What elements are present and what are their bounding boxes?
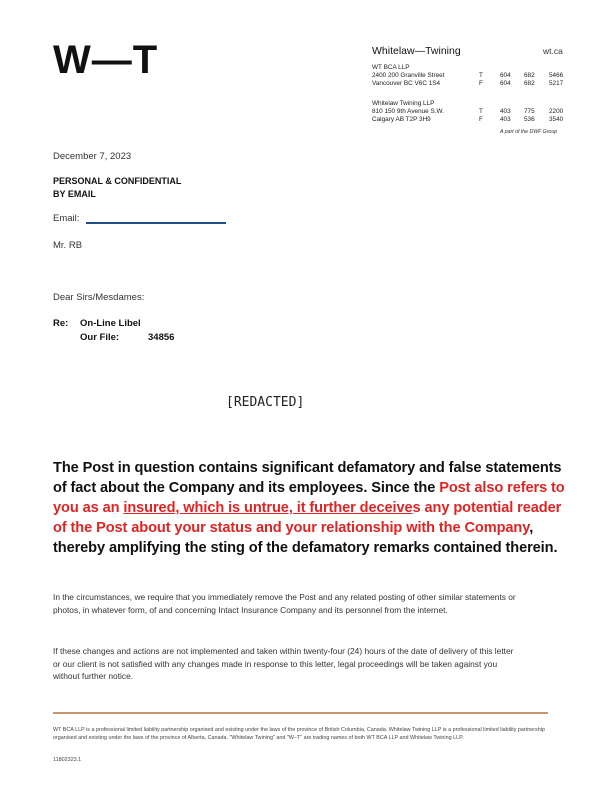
emphasis-text: , thereby amplifying the sting of the defamatory remarks contained therein.: [53, 520, 558, 556]
footer-divider: [53, 712, 548, 714]
firm-brand-name: Whitelaw—Twining: [372, 45, 461, 57]
office-fax-row: Calgary AB T2P 3H9 F 403 536 3540: [372, 116, 564, 124]
re-block: [53, 317, 174, 345]
office-name: WT BCA LLP: [372, 64, 410, 71]
office-phone-row: 810 150 9th Avenue S.W. T 403 775 2200: [372, 108, 564, 116]
body-paragraph-removal: In the circumstances, we require that you immediately remove the Post and any related posting of other similar statements or photos, in whatever form, of and concerning Intact Insurance Company and its personnel from the internet.: [53, 592, 516, 615]
emphasis-red-text: s any potential reader of the Post about your status and your relationship with the Company: [53, 500, 562, 536]
office-calgary: [372, 100, 569, 125]
office-name: Whitelaw Twining LLP: [372, 100, 435, 107]
our-file-number: 34856: [148, 332, 175, 343]
emphasis-paragraph: [53, 458, 573, 558]
emphasis-text: The Post in question contains significant defamatory and false statements of fact about the Company and its employees. Since the: [53, 460, 562, 496]
salutation: Dear Sirs/Mesdames:: [53, 292, 145, 303]
letter-date: December 7, 2023: [53, 151, 132, 162]
emphasis-red-text: Post also refers to you as an: [53, 480, 565, 516]
firm-website[interactable]: wt.ca: [543, 46, 563, 56]
redacted-marker: [REDACTED]: [226, 395, 305, 410]
delivery-method: BY EMAIL: [53, 189, 96, 199]
office-vancouver: [372, 64, 569, 89]
re-subject: On-Line Libel: [80, 318, 141, 329]
footer-legal-text: WT BCA LLP is a professional limited liability partnership organised and existing under the laws of the province of British Columbia, Canada. Whitelaw Twining LLP is a professional limited liability partnership organised and existing under the laws of the province of Alberta, Canada. "Whitelaw Twining" and "W–T" are trading names of both WT BCA LLP and Whitelaw Twining LLP.: [53, 727, 545, 741]
re-label: Re:: [53, 318, 69, 329]
our-file-label: Our File:: [80, 332, 120, 343]
firm-logo: W—T: [53, 38, 159, 82]
document-number: 11802323.1: [53, 757, 82, 763]
office-phone-row: 2400 200 Granville Street T 604 682 5466: [372, 72, 564, 80]
email-label: Email:: [53, 213, 80, 224]
office-fax-row: Vancouver BC V6C 1S4 F 604 682 5217: [372, 80, 564, 88]
recipient-name: Mr. RB: [53, 240, 83, 251]
emphasis-red-underlined-text: insured, which is untrue, it further deceive: [123, 500, 413, 516]
email-redacted-line: [86, 222, 226, 224]
body-paragraph-deadline: If these changes and actions are not implemented and taken within twenty-four (24) hours of the date of delivery of this letter or our client is not satisfied with any changes made in response to this letter, legal proceedings will be taken against you without further notice.: [53, 646, 514, 682]
confidential-block: [53, 175, 181, 201]
confidential-label: PERSONAL & CONFIDENTIAL: [53, 176, 182, 186]
group-note: A part of the DWF Group: [500, 129, 558, 135]
